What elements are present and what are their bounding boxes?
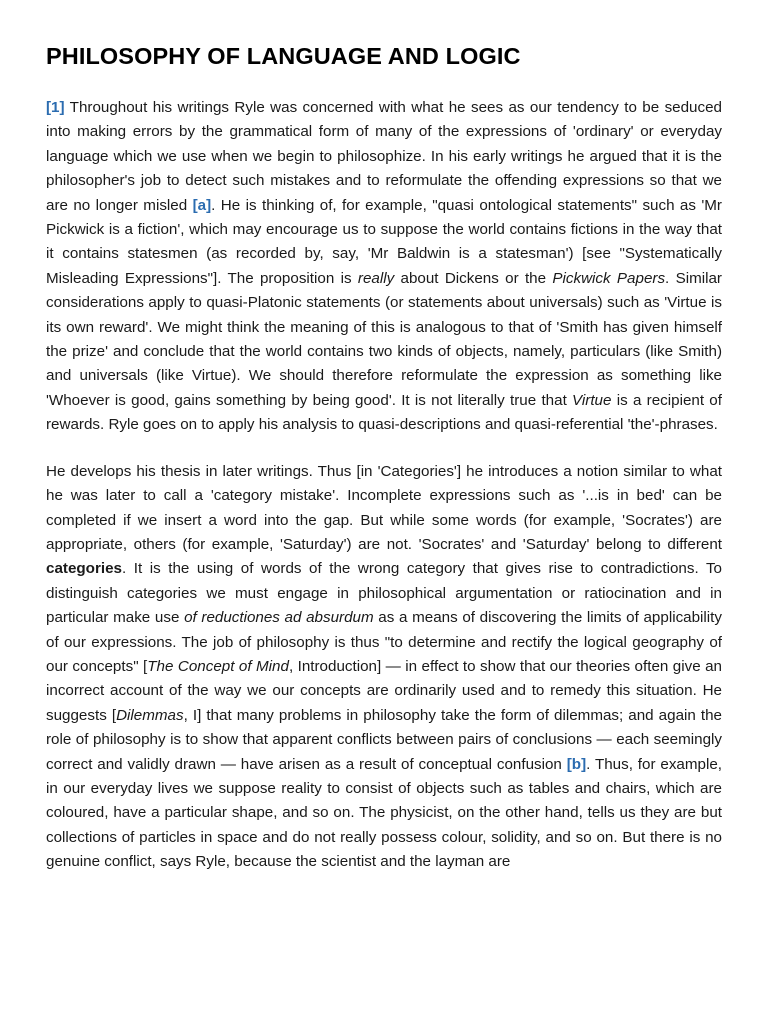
paragraph-2-text-1: He develops his thesis in later writings. Thus [in 'Categories'] he introduces a notion similar to what he was later to call a 'category mistake'. Incomplete expressions such as '...is in bed' can be completed if we insert a word into the gap. But while some words (for example, 'Socrates') are appropriate, others (for example, 'Saturday') are not. 'Socrates' and 'Saturday' belong to different — [46, 462, 722, 553]
paragraph-2-text-2: . It is the using of words of the wrong category that gives rise to contradictions. To distinguish categories we must engage in philosophical argumentation or ratiocination and in particular make use — [46, 560, 722, 627]
footnote-ref-a[interactable]: [a] — [192, 196, 212, 214]
emphasis-really: really — [357, 269, 395, 287]
paragraph-2-text-5: , I] that many problems in philosophy take the form of dilemmas; and again the role of philosophy is to show that apparent conflicts between pairs of conclusions — each seemingly correct and validly drawn — have arisen as a result of conceptual confusion — [46, 706, 722, 773]
paragraph-1 — [46, 96, 722, 438]
paragraph-2 — [46, 460, 722, 875]
book-title-dilemmas: Dilemmas — [116, 706, 184, 724]
paragraph-1-text-4: . Similar considerations apply to quasi-Platonic statements (or statements about universals) such as 'Virtue is its own reward'. We might think the meaning of this is analogous to that of 'Smith has given himself the prize' and conclude that the world contains two kinds of objects, namely, particulars (like Smith) and universals (like Virtue). We should therefore reformulate the expression as something like 'Whoever is good, gains something by being good'. It is not literally true that — [46, 269, 722, 409]
paragraph-1-text-5: is a recipient of rewards. Ryle goes on to apply his analysis to quasi-descriptions and quasi-referential 'the'-phrases. — [46, 391, 722, 434]
paragraph-2-text-3: as a means of discovering the limits of applicability of our expressions. The job of philosophy is thus "to determine and rectify the logical geography of our concepts" [ — [46, 609, 722, 675]
paragraph-1-text-1: Throughout his writings Ryle was concerned with what he sees as our tendency to be seduced into making errors by the grammatical form of many of the expressions of 'ordinary' or everyday language which we use when we begin to philosophize. In his early writings he argued that it is the philosopher's job to detect such mistakes and to reformulate the offending expressions so that we are no longer misled — [46, 99, 722, 214]
paragraph-1-text-3: about Dickens or the — [394, 269, 553, 287]
emphasis-reductiones: of reductiones ad absurdum — [184, 609, 374, 627]
book-title-concept-of-mind: The Concept of Mind — [147, 657, 289, 675]
footnote-ref-b[interactable]: [b] — [566, 755, 587, 773]
paragraph-2-text-4: , Introduction] — in effect to show that our theories often give an incorrect account of the way we our concepts are ordinarily used and to remedy this situation. He suggests [ — [46, 657, 722, 724]
term-categories: categories — [46, 560, 122, 578]
paragraph-2-text-6: . Thus, for example, in our everyday lives we suppose reality to consist of objects such as tables and chairs, which are coloured, have a particular shape, and so on. The physicist, on the other hand, tells us they are but collections of particles in space and do not really possess colour, solidity, and so on. But there is no genuine conflict, says Ryle, because the scientist and the layman are — [46, 755, 722, 871]
page-title: PHILOSOPHY OF LANGUAGE AND LOGIC — [46, 43, 521, 69]
emphasis-virtue: Virtue — [572, 391, 612, 409]
paragraph-1-text-2: . He is thinking of, for example, "quasi ontological statements" such as 'Mr Pickwick is a fiction', which may encourage us to suppose the world contains fictions in the way that it contains statesmen (as recorded by, say, 'Mr Baldwin is a statesman') [see "Systematically Misleading Expressions"]. The proposition is — [46, 196, 722, 287]
book-title-pickwick-papers: Pickwick Papers — [552, 269, 666, 287]
footnote-ref-1[interactable]: [1] — [46, 99, 65, 116]
